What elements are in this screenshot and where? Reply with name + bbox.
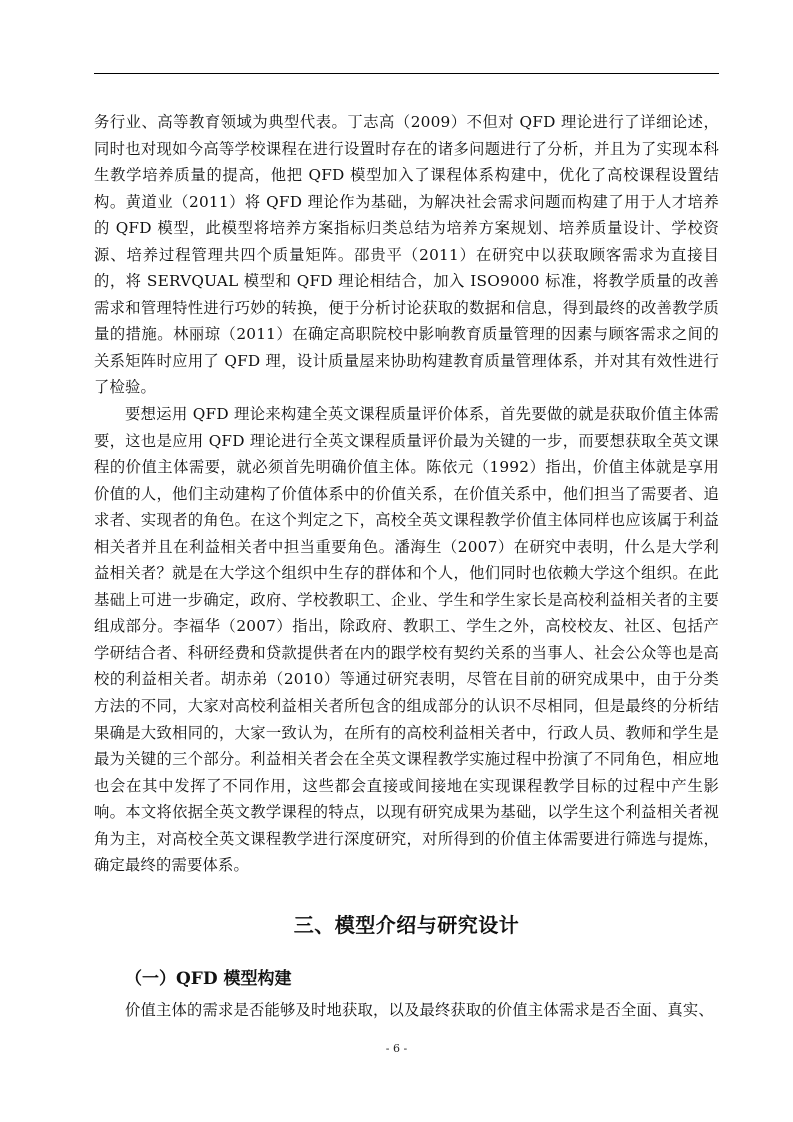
header-rule: [94, 73, 719, 74]
body-paragraph: 价值主体的需求是否能够及时地获取，以及最终获取的价值主体需求是否全面、真实、: [125, 1000, 714, 1019]
section-title: 三、模型介绍与研究设计: [293, 912, 520, 937]
subsection-title: （一）QFD 模型构建: [125, 968, 292, 989]
page-number: - 6 -: [385, 1042, 408, 1055]
body-paragraph: 要想运用 QFD 理论来构建全英文课程质量评价体系，首先要做的就是获取价值主体需要，这也是应用 QFD 理论进行全英文课程质量评价最为关键的一步，而要想获取全英文课程的价值主体需要，就必须首先明确价值主体。陈依元（1992）指出，价值主体就是享用价值的人，他们主动建构了价值体系中的价值关系，在价值关系中，他们担当了需要者、追求者、实现者的角色。在这个判定之下，高校全英文课程教学价值主体同样也应该属于利益相关者并且在利益相关者中担当重要角色。潘海生（2007）在研究中表明，什么是大学利益相关者？就是在大学这个组织中生存的群体和个人，他们同时也依赖大学这个组织。在此基础上可进一步确定，政府、学校教职工、企业、学生和学生家长是高校利益相关者的主要组成部分。李福华（2007）指出，除政府、教职工、学生之外，高校校友、社区、包括产学研结合者、科研经费和贷款提供者在内的跟学校有契约关系的当事人、社会公众等也是高校的利益相关者。胡赤弟（2010）等通过研究表明，尽管在目前的研究成果中，由于分类方法的不同，大家对高校利益相关者所包含的组成部分的认识不尽相同，但是最终的分析结果确是大致相同的，大家一致认为，在所有的高校利益相关者中，行政人员、教师和学生是最为关键的三个部分。利益相关者会在全英文课程教学实施过程中扮演了不同角色，相应地也会在其中发挥了不同作用，这些都会直接或间接地在实现课程教学目标的过程中产生影响。本文将依据全英文教学课程的特点，以现有研究成果为基础，以学生这个利益相关者视角为主，对高校全英文课程教学进行深度研究，对所得到的价值主体需要进行筛选与提炼，确定最终的需要体系。: [94, 405, 719, 875]
document-body: [94, 109, 719, 1023]
body-paragraph: 务行业、高等教育领域为典型代表。丁志高（2009）不但对 QFD 理论进行了详细论述，同时也对现如今高等学校课程在进行设置时存在的诸多问题进行了分析，并且为了实现本科生教学培养质量的提高，他把 QFD 模型加入了课程体系构建中，优化了高校课程设置结构。黄道业（2011）将 QFD 理论作为基础，为解决社会需求问题而构建了用于人才培养的 QFD 模型，此模型将培养方案指标归类总结为培养方案规划、培养质量设计、学校资源、培养过程管理共四个质量矩阵。邵贵平（2011）在研究中以获取顾客需求为直接目的，将 SERVQUAL 模型和 QFD 理论相结合，加入 ISO9000 标准，将教学质量的改善需求和管理特性进行巧妙的转换，便于分析讨论获取的数据和信息，得到最终的改善教学质量的措施。林丽琼（2011）在确定高职院校中影响教育质量管理的因素与顾客需求之间的关系矩阵时应用了 QFD 理，设计质量屋来协助构建教育质量管理体系，并对其有效性进行了检验。: [94, 113, 719, 397]
